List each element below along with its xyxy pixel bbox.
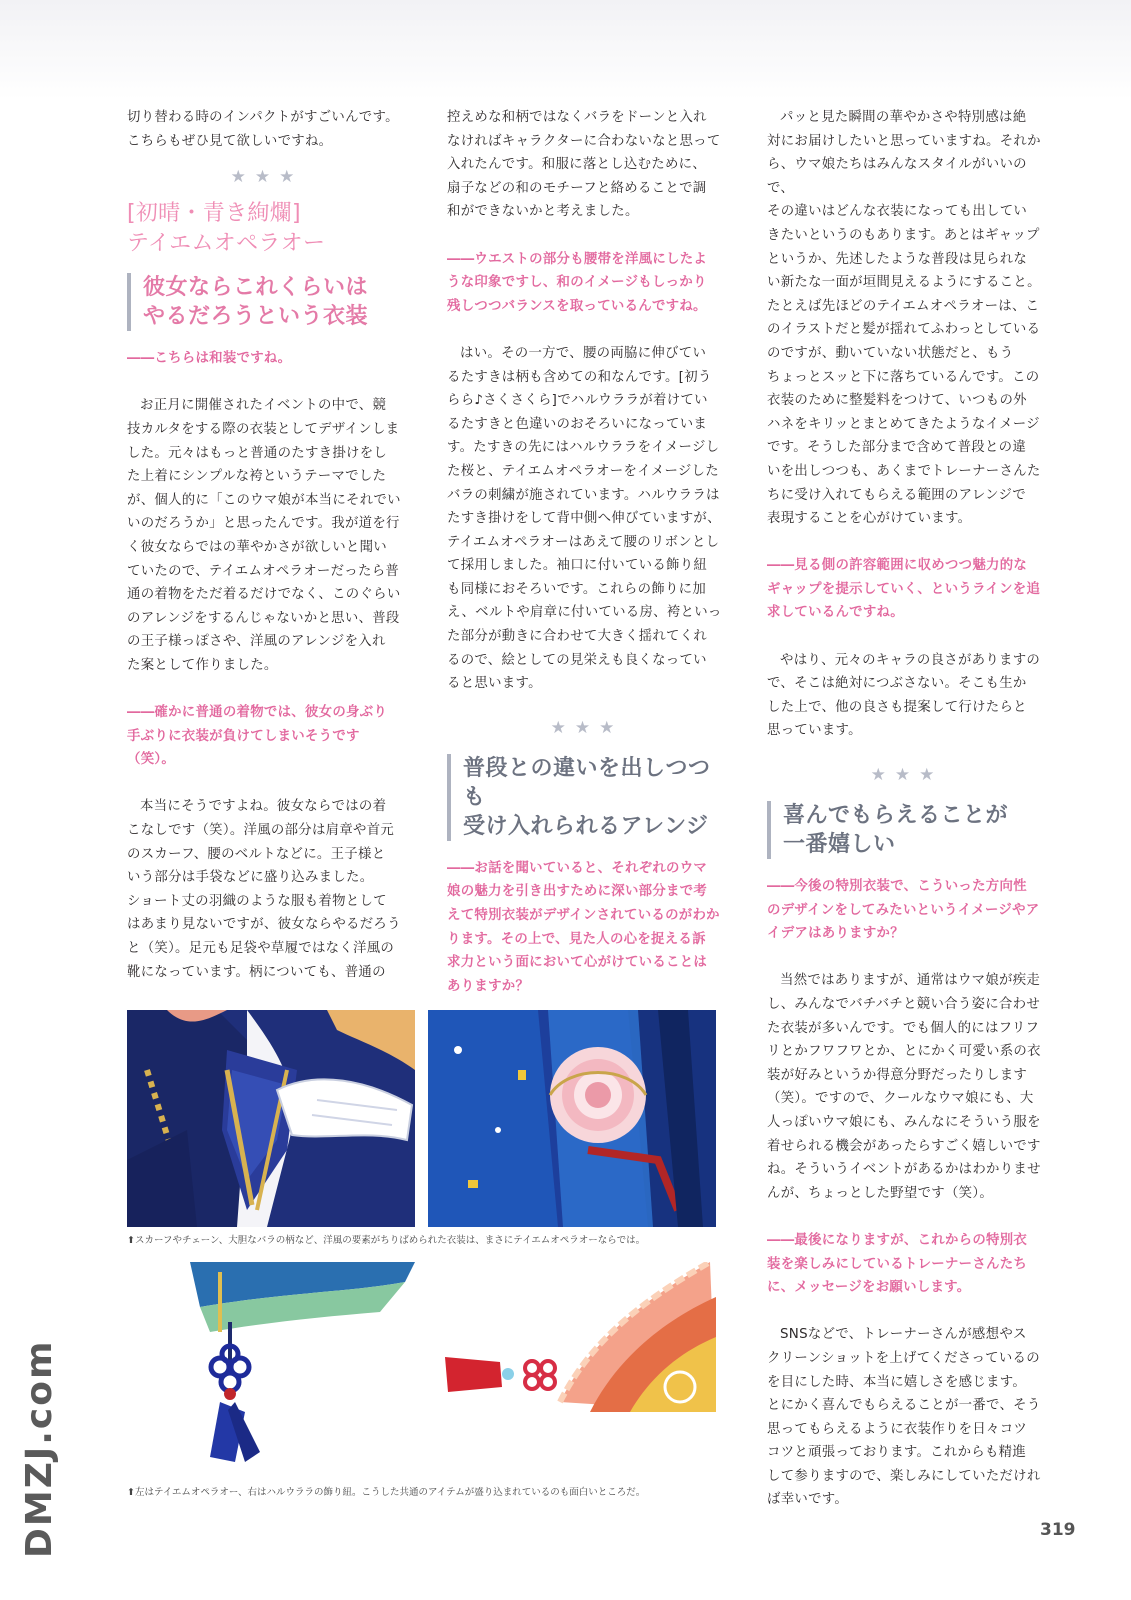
text-line: た部分が動きに合わせて大きく揺れてくれ: [447, 629, 708, 645]
text-line: が、個人的に「このウマ娘が本当にそれでい: [127, 492, 401, 508]
question: ――ウエストの部分も腰帯を洋風にしたよ: [447, 251, 708, 267]
text-line: いを出しつつも、あくまでトレーナーさんた: [767, 463, 1041, 479]
text-line: たすき掛けをして背中側へ伸びていますが、: [447, 511, 721, 527]
text-line: 和ができないかと考えました。: [447, 204, 639, 220]
text-line: というか、先述したような普段は見られな: [767, 251, 1028, 267]
text-line: した上で、他の良さも提案して行けたらと: [767, 699, 1027, 715]
question: のデザインをしてみたいというイメージやア: [767, 902, 1040, 918]
text-line: ね。そういうイベントがあるかはわかりませ: [767, 1162, 1041, 1178]
question: ギャップを提示していく、というラインを追: [767, 581, 1041, 597]
text-line: と（笑）。足元も足袋や草履ではなく洋風の: [127, 941, 395, 957]
text-line: きたいというのもあります。あとはギャップ: [767, 227, 1040, 243]
text-line: らら♪さくさくら]でハルウララが着けてい: [447, 393, 708, 409]
text-line: んが、ちょっとした野望です（笑）。: [767, 1185, 994, 1201]
heading-line: やるだろうという衣装: [143, 304, 369, 330]
caption-2: ⬆左はテイエムオペラオー、右はハルウララの飾り紐。こうした共通のアイテムが盛り込まれているのも面白いところだ。: [127, 1487, 646, 1498]
question: ――見る側の許容範囲に収めつつ魅力的な: [767, 558, 1028, 574]
question: 装を楽しみにしているトレーナーさんたち: [767, 1256, 1028, 1272]
text-line: 衣装のために整髪料をつけて、いつもの外: [767, 393, 1027, 409]
character-name: テイエムオペラオー: [127, 231, 326, 257]
text-line: はあまり見ないですが、彼女ならやるだろう: [127, 917, 401, 933]
question: ――こちらは和装ですね。: [127, 351, 292, 367]
text-line: のアレンジをするんじゃないかと思い、普段: [127, 610, 400, 626]
watermark-logo: [15, 1339, 60, 1560]
text-line: リとかフワフワとか、とにかく可愛い系の衣: [767, 1044, 1041, 1060]
text-line: も同様におそろいです。これらの飾りに加: [447, 581, 707, 597]
text-line: 思っています。: [767, 723, 862, 739]
heading-line: 彼女ならこれくらいは: [143, 275, 369, 301]
illustration-opera-o-costume: [127, 1010, 415, 1227]
text-line: ハネをキリッとまとめてきたようなイメージ: [767, 416, 1040, 432]
section-stars: ★★★: [870, 765, 944, 786]
heading-line: 受け入れられるアレンジ: [463, 813, 709, 839]
text-line: く彼女ならではの華やかさが欲しいと聞い: [127, 539, 387, 555]
text-line: やはり、元々のキャラの良さがありますの: [780, 652, 1041, 668]
text-line: え、ベルトや肩章に付いている房、袴といっ: [447, 605, 722, 621]
question: ります。その上で、見た人の心を捉える訴: [447, 931, 706, 947]
question: ――今後の特別衣装で、こういった方向性: [767, 879, 1027, 895]
column-3: [767, 106, 1047, 1512]
text-line: 人っぽいウマ娘にも、みんなにそういう服を: [767, 1114, 1041, 1130]
text-line: い新たな一面が垣間見えるようにすること。: [767, 275, 1041, 291]
text-line: バラの刺繍が施されています。ハルウララは: [447, 487, 720, 503]
text-line: の王子様っぽさや、洋風のアレンジを入れ: [127, 634, 386, 650]
illustration-haru-urara-tassel: [440, 1262, 716, 1412]
section-heading: [127, 273, 407, 331]
section-heading: [767, 801, 1047, 859]
text-line: た衣装が多いんです。でも個人的にはフリフ: [767, 1020, 1040, 1036]
text-line: ていたので、テイエムオペラオーだったら普: [127, 563, 400, 579]
answer: [767, 649, 1047, 743]
answer: [447, 342, 727, 696]
answer: [767, 1323, 1047, 1512]
text-line: いう部分は手袋などに盛り込みました。: [127, 870, 374, 886]
text-line: （笑）。ですので、クールなウマ娘にも、大: [767, 1091, 1034, 1107]
answer: [127, 795, 407, 984]
text-line: した。元々はもっと普通のたすき掛けをし: [127, 445, 388, 461]
heading-line: 喜んでもらえることが: [783, 803, 1009, 829]
question: 残しつつバランスを取っているんですね。: [447, 298, 707, 314]
text-line: るたすきと色違いのおそろいになっていま: [447, 416, 708, 432]
text-line: るたすきは柄も含めての和なんです。[初う: [447, 369, 712, 385]
text-line: お正月に開催されたイベントの中で、競: [140, 398, 387, 414]
page-top-shade: [0, 0, 1131, 100]
section-heading: [447, 754, 727, 841]
illustration-kimono-rose: [428, 1010, 716, 1227]
text-line: ると思います。: [447, 676, 542, 692]
answer: [767, 969, 1047, 1205]
answer: [127, 394, 407, 677]
text-line: 本当にそうですよね。彼女ならではの着: [140, 799, 387, 815]
question: 手ぶりに衣装が負けてしまいそうです（笑）。: [127, 728, 360, 768]
text-line: です。そうした部分まで含めて普段との違: [767, 440, 1027, 456]
question: 求力という面において心がけていることは: [447, 955, 708, 971]
text-line: いのだろうか」と思ったんです。我が道を行: [127, 516, 400, 532]
text-line: 装が好みというか得意分野だったりします: [767, 1067, 1028, 1083]
text-line: 当然ではありますが、通常はウマ娘が疾走: [780, 973, 1041, 989]
watermark-text: DMZJ.com: [19, 1339, 60, 1558]
question: ――最後になりますが、これからの特別衣: [767, 1232, 1028, 1248]
question: 求しているんですね。: [767, 605, 904, 621]
answer: [767, 106, 1047, 531]
text-line: 技カルタをする際の衣装としてデザインしま: [127, 421, 400, 437]
text-line: クリーンショットを上げてくださっているの: [767, 1350, 1040, 1366]
caption-1: ⬆スカーフやチェーン、大胆なバラの柄など、洋風の要素がちりばめられた衣装は、まさにテイエムオペラオーならでは。: [127, 1235, 646, 1246]
text-line: 靴になっています。柄についても、普通の: [127, 964, 386, 980]
question: えて特別衣装がデザインされているのがわか: [447, 908, 720, 924]
text-line: し、みんなでバチバチと競い合う姿に合わせ: [767, 997, 1041, 1012]
text-line: して参りますので、楽しみにしていただけれ: [767, 1468, 1041, 1484]
heading-line: 普段との違いを出しつつも: [463, 755, 711, 810]
text-line: で、そこは絶対につぶさない。そこも生か: [767, 676, 1027, 692]
text-line: 控えめな和柄ではなくバラをドーンと入れ: [447, 110, 707, 125]
text-line: その違いはどんな衣装になっても出してい: [767, 204, 1028, 220]
text-line: 切り替わる時のインパクトがすごいんです。: [127, 110, 399, 125]
costume-name: [初晴・青き絢爛]: [127, 201, 301, 227]
text-line: を目にした時、本当に嬉しさを感じます。: [767, 1374, 1027, 1390]
text-line: こちらもぜひ見て欲しいですね。: [127, 133, 333, 149]
question: 娘の魅力を引き出すために深い部分まで考: [447, 884, 708, 900]
page-number: 319: [1040, 1520, 1076, 1540]
column-1: [127, 106, 407, 984]
text-line: た桜と、テイエムオペラオーをイメージした: [447, 463, 719, 479]
question: に、メッセージをお願いします。: [767, 1280, 971, 1296]
text-line: て採用しました。袖口に付いている飾り紐: [447, 558, 708, 574]
question: ――お話を聞いていると、それぞれのウマ: [447, 860, 708, 876]
text-line: ちょっとスッと下に落ちているんです。この: [767, 369, 1040, 385]
question: ――確かに普通の着物では、彼女の身ぶり: [127, 705, 388, 721]
text-line: こなしです（笑）。洋風の部分は肩章や首元: [127, 823, 395, 839]
text-line: るので、絵としての見栄えも良くなってい: [447, 652, 707, 668]
text-line: はい。その一方で、腰の両脇に伸びてい: [460, 345, 707, 361]
text-line: ちに受け入れてもらえる範囲のアレンジで: [767, 487, 1026, 503]
text-line: た案として作りました。: [127, 657, 278, 673]
text-line: なければキャラクターに合わないなと思って: [447, 133, 721, 149]
text-line: たとえば先ほどのテイエムオペラオーは、こ: [767, 298, 1040, 314]
text-line: のスカーフ、腰のベルトなどに。王子様と: [127, 846, 386, 862]
text-line: のイラストだと髪が揺れてふわっとしている: [767, 322, 1041, 338]
text-line: パッと見た瞬間の華やかさや特別感は絶: [780, 110, 1027, 125]
question: うな印象ですし、和のイメージもしっかり: [447, 275, 707, 291]
text-line: コツと頑張っております。これからも精進: [767, 1445, 1027, 1461]
text-line: 扇子などの和のモチーフと絡めることで調: [447, 180, 707, 196]
text-line: 対にお届けしたいと思っていますね。それか: [767, 133, 1041, 149]
text-line: 通の着物をただ着るだけでなく、このぐらい: [127, 587, 401, 603]
text-line: た上着にシンプルな袴というテーマでした: [127, 469, 387, 485]
text-line: SNSなどで、トレーナーさんが感想やス: [780, 1327, 1027, 1343]
section-stars: ★★★: [230, 167, 304, 188]
text-line: 着せられる機会があったらすごく嬉しいです: [767, 1138, 1041, 1154]
heading-line: 一番嬉しい: [783, 832, 896, 858]
text-line: のですが、動いていない状態だと、もう: [767, 345, 1014, 361]
text-line: 思ってもらえるように衣装作りを日々コツ: [767, 1421, 1028, 1437]
question: イデアはありますか？: [767, 926, 904, 942]
text-line: とにかく喜んでもらえることが一番で、そう: [767, 1398, 1041, 1414]
text-line: 入れたんです。和服に落とし込むために、: [447, 157, 707, 173]
text-line: ショート丈の羽織のような服も着物として: [127, 893, 387, 909]
text-line: テイエムオペラオーはあえて腰のリボンとし: [447, 534, 720, 550]
text-line: 表現することを心がけています。: [767, 511, 972, 527]
question: ありますか？: [447, 978, 530, 994]
illustration-opera-o-tassel: [190, 1262, 415, 1472]
text-line: ば幸いです。: [767, 1492, 849, 1508]
text-line: ら、ウマ娘たちはみんなスタイルがいいので、: [767, 157, 1027, 196]
text-line: す。たすきの先にはハルウララをイメージし: [447, 440, 720, 456]
section-stars: ★★★: [550, 717, 624, 738]
column-2: [447, 106, 727, 998]
